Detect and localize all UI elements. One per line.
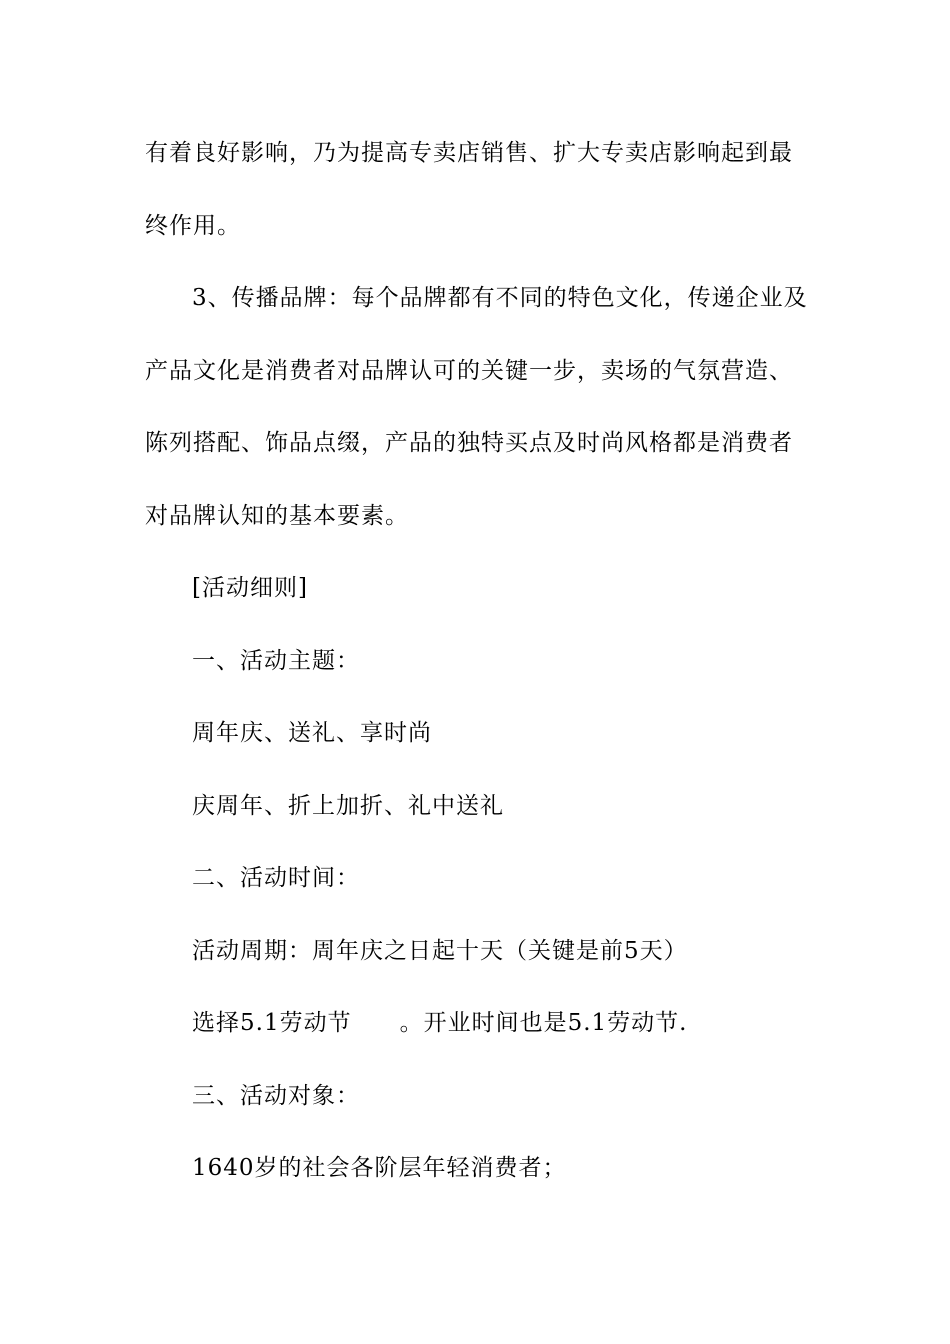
theme-line-2: 庆周年、折上加折、礼中送礼 bbox=[192, 792, 504, 819]
heading-activity-time: 二、活动时间： bbox=[192, 865, 360, 891]
activity-period-line: 活动周期：周年庆之日起十天（关键是前5天） bbox=[192, 937, 688, 964]
document-body bbox=[145, 126, 815, 1214]
heading-activity-theme: 一、活动主题： bbox=[192, 647, 360, 674]
activity-date-line: 选择5.1劳动节 。开业时间也是5.1劳动节. bbox=[192, 1010, 688, 1036]
heading-activity-target: 三、活动对象： bbox=[192, 1082, 360, 1109]
theme-line-1: 周年庆、送礼、享时尚 bbox=[192, 720, 432, 746]
paragraph-line-6: 对品牌认知的基本要素。 bbox=[145, 502, 409, 529]
paragraph-line-2: 终作用。 bbox=[145, 212, 241, 239]
target-audience-line: 1640岁的社会各阶层年轻消费者； bbox=[192, 1155, 567, 1181]
paragraph-line-1: 有着良好影响，乃为提高专卖店销售、扩大专卖店影响起到最 bbox=[145, 140, 793, 166]
paragraph-line-5: 陈列搭配、饰品点缀，产品的独特买点及时尚风格都是消费者 bbox=[145, 430, 793, 456]
paragraph-line-4: 产品文化是消费者对品牌认可的关键一步，卖场的气氛营造、 bbox=[145, 357, 793, 384]
section-heading-activity-details: [活动细则] bbox=[192, 575, 308, 601]
paragraph-line-3: 3、传播品牌：每个品牌都有不同的特色文化，传递企业及 bbox=[192, 285, 808, 311]
